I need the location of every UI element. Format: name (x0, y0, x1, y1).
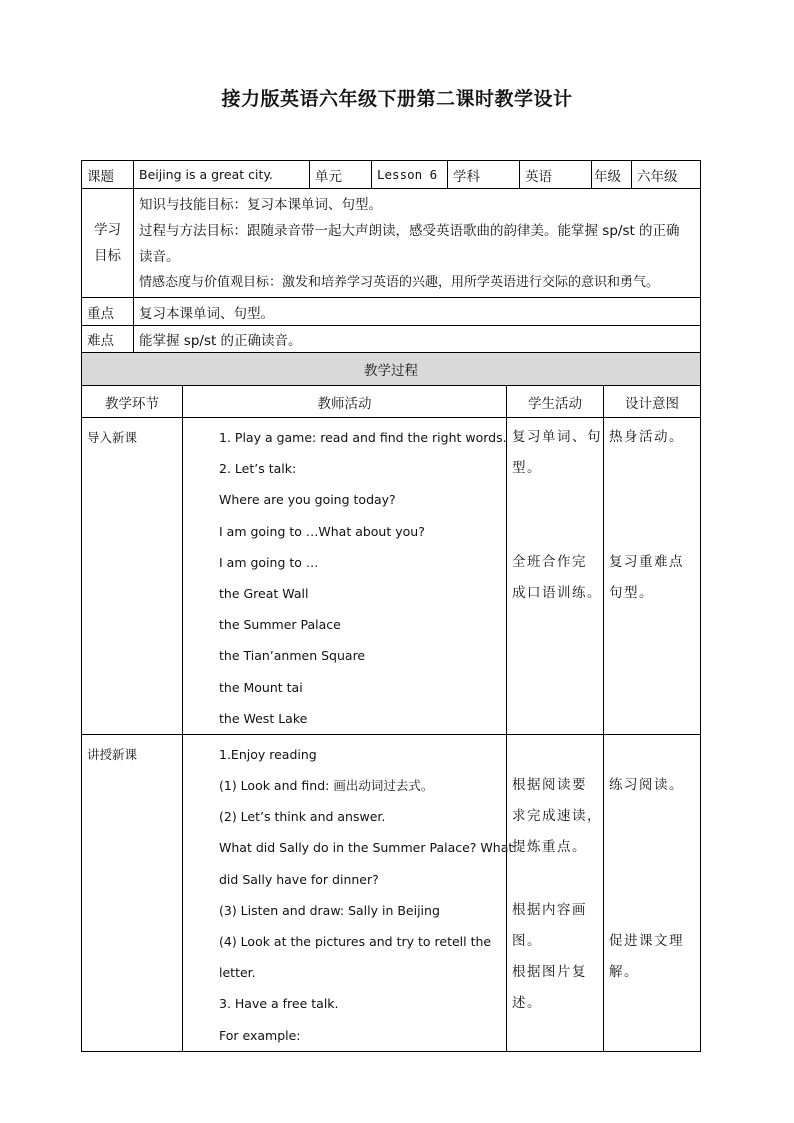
subject-label: 学科 (448, 161, 520, 189)
text-line: 复习重难点 (609, 553, 684, 570)
text-line: Where are you going today? (219, 492, 396, 508)
goal-knowledge: 知识与技能目标：复习本课单词、句型。 (139, 197, 382, 213)
text-line: (1) Look and find: 画出动词过去式。 (219, 778, 434, 794)
text-line: the Great Wall (219, 585, 309, 601)
process-row-new-lesson (82, 734, 701, 1051)
page-title: 接力版英语六年级下册第二课时教学设计 (221, 88, 573, 110)
unit-value: Lesson 6 (372, 161, 448, 189)
teaching-process-table (81, 352, 701, 1052)
text-line: For example: (219, 1027, 301, 1043)
difficulty-row (82, 326, 701, 353)
text-line: the Tian’anmen Square (219, 648, 366, 664)
text-line: What did Sally do in the Summer Palace? What (219, 840, 514, 856)
topic-value: Beijing is a great city. (134, 161, 310, 189)
key-point-value: 复习本课单词、句型。 (134, 298, 701, 326)
goals-label: 学习 目标 (82, 189, 134, 298)
design-intent-cell (604, 418, 701, 735)
unit-label: 单元 (310, 161, 372, 189)
text-line: the West Lake (219, 710, 308, 726)
col-teacher-header: 教师活动 (183, 386, 507, 418)
text-line (609, 739, 695, 770)
design-intent-cell (604, 734, 701, 1051)
text-line (609, 516, 695, 547)
difficulty-label: 难点 (82, 326, 134, 353)
text-line (609, 453, 695, 484)
text-line: 全班合作完 (512, 553, 587, 570)
text-line: 述。 (512, 995, 542, 1012)
text-line: letter. (219, 965, 256, 981)
goal-method: 过程与方法目标：跟随录音带一起大声朗读，感受英语歌曲的韵律美。能掌握 sp/st 的正确 (139, 223, 680, 239)
text-line: 1.Enjoy reading (219, 746, 317, 762)
text-line (609, 801, 695, 832)
teacher-activity-cell (183, 734, 514, 1051)
topic-row (82, 161, 701, 189)
key-point-label: 重点 (82, 298, 134, 326)
text-line: the Mount tai (219, 679, 303, 695)
text-line: 根据阅读要 (512, 777, 587, 794)
goals-row (82, 189, 701, 298)
text-line: 3. Have a free talk. (219, 996, 339, 1012)
text-line: 根据图片复 (512, 964, 587, 981)
text-line: the Summer Palace (219, 617, 341, 633)
col-student-header: 学生活动 (507, 386, 604, 418)
student-activity-cell (507, 734, 604, 1051)
text-line: 解。 (609, 964, 639, 981)
text-line: 复习单词、句 (512, 429, 602, 445)
process-header: 教学过程 (82, 353, 701, 386)
column-header-row (82, 386, 701, 418)
topic-label: 课题 (82, 161, 134, 189)
text-line: 句型。 (609, 584, 654, 601)
process-row-intro (82, 418, 701, 735)
text-line (609, 832, 695, 863)
text-line (609, 895, 695, 926)
text-line: 练习阅读。 (609, 777, 684, 794)
process-header-row (82, 353, 701, 386)
text-line: 成口语训练。 (512, 584, 602, 601)
grade-label: 年级 (592, 161, 632, 189)
text-line: 热身活动。 (609, 429, 684, 445)
goal-method-cont: 读音。 (139, 249, 180, 265)
text-line: 型。 (512, 460, 542, 477)
col-stage-header: 教学环节 (82, 386, 183, 418)
text-line (512, 484, 598, 515)
difficulty-value: 能掌握 sp/st 的正确读音。 (134, 326, 701, 353)
text-line (512, 516, 598, 547)
key-point-row (82, 298, 701, 326)
text-line: 求完成速读， (512, 808, 602, 825)
text-line: I am going to … (219, 554, 319, 570)
text-line (609, 484, 695, 515)
text-line: 2. Let’s talk: (219, 461, 297, 477)
text-line: 1. Play a game: read and find the right words. (219, 430, 507, 445)
text-line (512, 739, 598, 770)
teacher-activity-cell (183, 418, 507, 735)
text-line: 图。 (512, 933, 542, 949)
text-line: 提炼重点。 (512, 839, 587, 856)
text-line: 促进课文理 (609, 933, 684, 949)
col-intent-header: 设计意图 (604, 386, 701, 418)
goal-attitude: 情感态度与价值观目标：激发和培养学习英语的兴趣，用所学英语进行交际的意识和勇气。 (139, 275, 660, 290)
text-line: I am going to …What about you? (219, 523, 425, 539)
text-line: (3) Listen and draw: Sally in Beijing (219, 902, 440, 918)
grade-value: 六年级 (632, 161, 701, 189)
stage-cell: 讲授新课 (82, 734, 183, 1051)
text-line (609, 864, 695, 895)
text-line: 根据内容画 (512, 901, 587, 918)
lesson-info-table (81, 160, 701, 353)
student-activity-cell (507, 418, 604, 735)
subject-value: 英语 (520, 161, 592, 189)
text-line: (2) Let’s think and answer. (219, 809, 386, 825)
stage-cell: 导入新课 (82, 418, 183, 735)
text-line: did Sally have for dinner? (219, 871, 379, 887)
goals-content (134, 189, 701, 298)
text-line: (4) Look at the pictures and try to retell the (219, 934, 492, 949)
text-line (512, 864, 598, 895)
